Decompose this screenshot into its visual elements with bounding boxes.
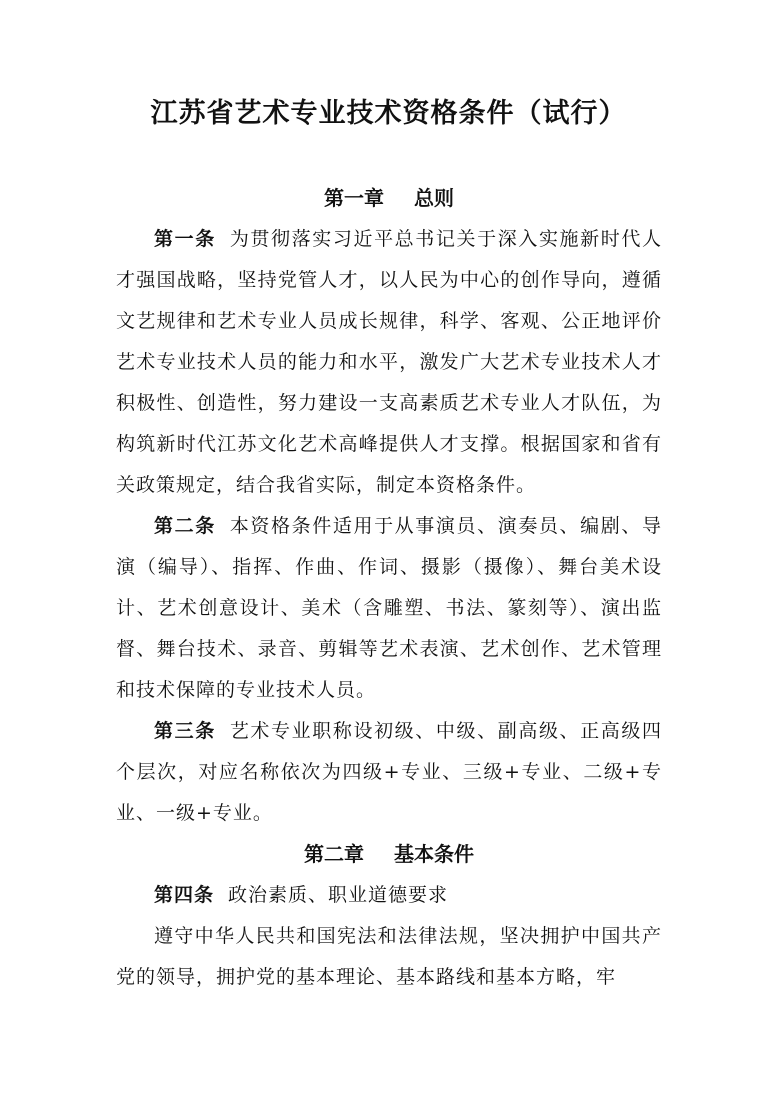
body-paragraph: 遵守中华人民共和国宪法和法律法规，坚决拥护中国共产党的领导，拥护党的基本理论、基本路线和基本方略，牢 xyxy=(116,925,662,988)
article-1 xyxy=(116,219,662,506)
chapter-number: 第二章 xyxy=(304,842,364,866)
article-label: 第四条 xyxy=(154,884,215,906)
chapter-heading-1 xyxy=(116,178,662,219)
article-text: 本资格条件适用于从事演员、演奏员、编剧、导演（编导）、指挥、作曲、作词、摄影（摄像）、舞台美术设计、艺术创意设计、美术（含雕塑、书法、篆刻等）、演出监督、舞台技术、录音、剪辑等艺术表演、艺术创作、艺术管理和技术保障的专业技术人员。 xyxy=(116,515,662,701)
chapter-name: 基本条件 xyxy=(394,842,474,866)
article-text: 政治素质、职业道德要求 xyxy=(228,884,449,906)
article-4 xyxy=(116,875,662,916)
article-text: 艺术专业职称设初级、中级、副高级、正高级四个层次，对应名称依次为四级+专业、三级+专业、二级+专业、一级+专业。 xyxy=(116,720,662,824)
article-3 xyxy=(116,711,662,834)
chapter-name: 总则 xyxy=(414,186,454,210)
article-label: 第二条 xyxy=(154,515,216,537)
document-title: 江苏省艺术专业技术资格条件（试行） xyxy=(150,98,627,129)
article-label: 第一条 xyxy=(154,228,216,250)
article-2 xyxy=(116,506,662,711)
chapter-heading-2 xyxy=(116,834,662,875)
article-label: 第三条 xyxy=(154,720,216,742)
article-text: 为贯彻落实习近平总书记关于深入实施新时代人才强国战略，坚持党管人才，以人民为中心的创作导向，遵循文艺规律和艺术专业人员成长规律，科学、客观、公正地评价艺术专业技术人员的能力和水平，激发广大艺术专业技术人才积极性、创造性，努力建设一支高素质艺术专业人才队伍，为构筑新时代江苏文化艺术高峰提供人才支撑。根据国家和省有关政策规定，结合我省实际，制定本资格条件。 xyxy=(116,228,662,496)
chapter-number: 第一章 xyxy=(324,186,384,210)
document-body xyxy=(116,178,662,998)
